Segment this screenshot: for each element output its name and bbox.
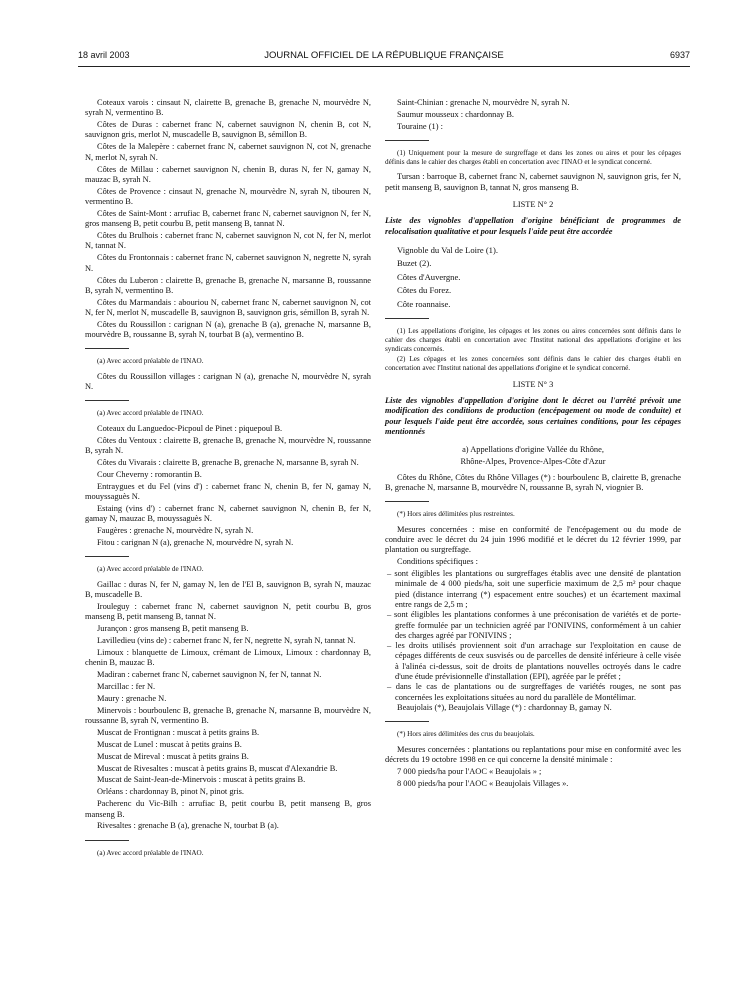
list-item: Buzet (2).	[397, 258, 432, 269]
entry: Muscat de Saint-Jean-de-Minervois : muscat à petits grains B.	[97, 775, 306, 785]
paragraph: Mesures concernées : mise en conformité de l'encépagement ou du mode de conduire avec le décret du 24 juin 1996 modifié et le décret du 12 février 1999, par plantation ou surgreffage.	[385, 524, 681, 555]
list-item: Côtes du Forez.	[397, 285, 452, 296]
entry: Côtes de la Malepère : cabernet franc N, cabernet sauvignon N, cot N, grenache N, merlot N, syrah N.	[85, 142, 371, 162]
header-date: 18 avril 2003	[78, 50, 130, 60]
list-item: Côtes d'Auvergne.	[397, 271, 461, 282]
entry: Estaing (vins d') : cabernet franc N, cabernet sauvignon N, chenin B, fer N, gamay N, mauzac B, mouyssaguès N.	[85, 503, 371, 524]
entry: Entraygues et du Fel (vins d') : cabernet franc N, chenin B, fer N, gamay N, mouyssaguès N.	[85, 481, 371, 501]
list-item: – sont éligibles les plantations conformes à une préconisation de variétés et de porte-greffe formulée par un technicien agréé par l'ONIVINS, conformément à un cahier des charges agréé par l'ONIVINS ;	[387, 610, 681, 640]
footnote: (*) Hors aires délimitées des crus du beaujolais.	[397, 730, 535, 739]
left-block-3	[85, 424, 371, 548]
footnote: (*) Hors aires délimitées plus restreintes.	[397, 510, 515, 519]
footnote: (1) Les appellations d'origine, les cépages et les zones ou aires concernées sont définis dans le cahier des charges établi en concertation avec l'Institut national des appellations d'origine et les syndicats concernés.	[385, 327, 681, 353]
paragraph: 7 000 pieds/ha pour l'AOC « Beaujolais » ;	[397, 766, 542, 776]
header-page-number: 6937	[669, 50, 690, 60]
entry: Côtes du Frontonnais : cabernet franc N, cabernet sauvignon N, negrette N, syrah N.	[85, 253, 371, 273]
footnote: (1) Uniquement pour la mesure de surgreffage et dans les zones ou aires et pour les cépages définis dans le cahier des charges établi en concertation avec l'INAO et le syndicat concerné.	[385, 149, 681, 166]
footnote: (a) Avec accord préalable de l'INAO.	[97, 357, 204, 366]
entry: Rivesaltes : grenache B (a), grenache N, tourbat B (a).	[97, 821, 279, 831]
entry: Limoux : blanquette de Limoux, crémant de Limoux, Limoux : chardonnay B, chenin B, mauzac B.	[85, 647, 371, 668]
entry: Saint-Chinian : grenache N, mourvèdre N, syrah N.	[397, 98, 570, 107]
entry: Saumur mousseux : chardonnay B.	[397, 109, 515, 119]
entry: Côtes de Millau : cabernet sauvignon N, chenin B, duras N, fer N, gamay N, mauzac B, syrah N.	[85, 164, 371, 184]
entry: Gaillac : duras N, fer N, gamay N, len de l'El B, sauvignon B, syrah N, mauzac B, muscadelle B.	[85, 579, 371, 599]
entry: Côtes du Vivarais : clairette B, grenache B, grenache N, marsanne B, syrah N.	[97, 457, 359, 467]
liste-3-title: LISTE N° 3	[512, 380, 554, 390]
entry: Tursan : barroque B, cabernet franc N, cabernet sauvignon N, sauvignon gris, fer N, petit manseng B, sauvignon B, tannat N, gros manseng B.	[385, 172, 681, 192]
entry: Pacherenc du Vic-Bilh : arrufiac B, petit courbu B, petit manseng B, gros manseng B.	[85, 799, 371, 819]
liste-3-heading: Liste des vignobles d'appellation d'origine dont le décret ou l'arrêté prévoit une modification des conditions de production (encépagement ou mode de conduite) et pour lesquels l'aide peut être accordée, sous certaines conditions, pour les cépages mentionnés	[385, 396, 681, 436]
footnote-separator	[85, 840, 129, 841]
entry: Muscat de Lunel : muscat à petits grains B.	[97, 739, 242, 749]
left-block-4	[85, 580, 371, 832]
paragraph: 8 000 pieds/ha pour l'AOC « Beaujolais Villages ».	[397, 778, 569, 788]
entry: Côtes du Roussillon villages : carignan N (a), grenache N, mourvèdre N, syrah N.	[85, 371, 371, 392]
list-item: – les droits utilisés proviennent soit d'un arrachage sur l'exploitation en cause de cépages différents de ceux susvisés ou de parcelles de densité inférieure à celle visée à l'alinéa ci-dessus, soit de droits de plantations nouvelles octroyés dans le cadre d'une étude prévisionnelle d'installation (EPI), agréée par le préfet ;	[387, 641, 681, 681]
entry: Lavilledieu (vins de) : cabernet franc N, fer N, negrette N, syrah N, tannat N.	[97, 635, 356, 645]
entry: Muscat de Mireval : muscat à petits grains B.	[97, 751, 249, 761]
footnote-separator	[385, 501, 429, 502]
footnote: (a) Avec accord préalable de l'INAO.	[97, 409, 204, 418]
entry: Côtes de Duras : cabernet franc N, cabernet sauvignon N, chenin B, cot N, sauvignon gris, merlot N, muscadelle B, sauvignon B, sémillon B.	[85, 120, 371, 140]
entry: Maury : grenache N.	[97, 693, 167, 703]
footnote-separator	[85, 348, 129, 349]
entry: Côtes du Rhône, Côtes du Rhône Villages (*) : bourboulenc B, clairette B, grenache B, grenache N, marsanne B, mourvèdre N, roussanne B, syrah N, viognier B.	[385, 472, 681, 492]
paragraph: Conditions spécifiques :	[397, 557, 478, 567]
entry: Côtes de Saint-Mont : arrufiac B, cabernet franc N, cabernet sauvignon N, fer N, gros manseng B, petit courbu B, petit manseng B, tannat N.	[85, 208, 371, 229]
footnote-separator	[385, 140, 429, 141]
footnote-separator	[85, 400, 129, 401]
entry: Faugères : grenache N, mourvèdre N, syrah N.	[97, 526, 254, 536]
entry: Côtes du Marmandais : abouriou N, cabernet franc N, cabernet sauvignon N, cot N, fer N, merlot N, muscadelle B, sauvignon B, sauvignon gris, sémillon B, syrah N.	[85, 297, 371, 317]
paragraph: Mesures concernées : plantations ou replantations pour mise en conformité avec les décrets du 19 octobre 1998 en ce qui concerne la densité minimale :	[385, 744, 681, 764]
entry: Madiran : cabernet franc N, cabernet sauvignon N, fer N, tannat N.	[97, 670, 322, 679]
footnote: (2) Les cépages et les zones concernées sont définis dans le cahier des charges établi en concertation avec l'Institut national des appellations d'origine et le syndicat concerné.	[385, 355, 681, 372]
entry: Jurançon : gros manseng B, petit manseng B.	[97, 624, 249, 634]
section-subheading: Rhône-Alpes, Provence-Alpes-Côte d'Azur	[460, 456, 606, 466]
list-item: – dans le cas de plantations ou de surgreffages de variétés rouges, ne sont pas concernées les exploitations situées au nord du parallèle de Montélimar.	[387, 682, 681, 702]
entry: Marcillac : fer N.	[97, 681, 156, 691]
entry: Côtes du Brulhois : cabernet franc N, cabernet sauvignon N, cot N, fer N, merlot N, tannat N.	[85, 231, 371, 251]
entry: Muscat de Rivesaltes : muscat à petits grains B, muscat d'Alexandrie B.	[97, 763, 338, 773]
list-item: Côte roannaise.	[397, 298, 451, 309]
entry: Beaujolais (*), Beaujolais Village (*) : chardonnay B, gamay N.	[397, 702, 612, 712]
entry: Irouleguy : cabernet franc N, cabernet sauvignon N, petit courbu B, gros manseng B, petit manseng B, tannat N.	[85, 601, 371, 622]
entry: Touraine (1) :	[397, 121, 443, 131]
page-header	[78, 50, 690, 64]
list-item: – sont éligibles les plantations ou surgreffages établis avec une densité de plantation minimale de 4 000 pieds/ha, soit une superficie maximum de 2,5 m² pour chaque pied (distance interrang (*) espacement entre souches) et un écartement maximal entre rangs de 2,5 m ;	[387, 569, 681, 609]
conditions-list	[385, 569, 681, 703]
entry: Fitou : carignan N (a), grenache N, mourvèdre N, syrah N.	[97, 537, 294, 547]
entry: Coteaux varois : cinsaut N, clairette B, grenache B, grenache N, mourvèdre N, syrah N, vermentino B.	[85, 98, 371, 118]
footnote: (a) Avec accord préalable de l'INAO.	[97, 565, 204, 574]
liste-2-heading: Liste des vignobles d'appellation d'origine bénéficiant de programmes de relocalisation qualitative et pour lesquels l'aide peut être accordée	[385, 216, 681, 236]
entry: Cour Cheverny : romorantin B.	[97, 469, 202, 479]
footnote: (a) Avec accord préalable de l'INAO.	[97, 848, 204, 857]
liste-2-title: LISTE N° 2	[512, 200, 554, 210]
footnote-separator	[85, 556, 129, 557]
entry: Minervois : bourboulenc B, grenache B, grenache N, marsanne B, mourvèdre N, roussanne B, syrah N, vermentino B.	[85, 705, 371, 725]
section-subheading: a) Appellations d'origine Vallée du Rhône,	[462, 444, 604, 454]
entry: Orléans : chardonnay B, pinot N, pinot gris.	[97, 787, 245, 797]
footnote-separator	[385, 318, 429, 319]
left-block-1	[85, 98, 371, 340]
entry: Côtes de Provence : cinsaut N, grenache N, mourvèdre N, syrah N, tibouren N, vermentino B.	[85, 186, 371, 207]
footnote-separator	[385, 721, 429, 722]
header-title: JOURNAL OFFICIEL DE LA RÉPUBLIQUE FRANÇAISE	[264, 50, 504, 61]
entry: Côtes du Roussillon : carignan N (a), grenache B (a), grenache N, marsanne B, mourvèdre B, roussanne B, syrah N, tourbat B (a), vermentino B.	[85, 319, 371, 340]
entry: Coteaux du Languedoc-Picpoul de Pinet : piquepoul B.	[97, 423, 283, 433]
entry: Muscat de Frontignan : muscat à petits grains B.	[97, 727, 260, 737]
left-column	[85, 98, 371, 859]
list-item: Vignoble du Val de Loire (1).	[397, 244, 498, 255]
entry: Côtes du Luberon : clairette B, grenache B, grenache N, marsanne B, roussanne B, syrah N, vermentino B.	[85, 275, 371, 295]
right-column	[385, 98, 681, 791]
header-rule	[78, 66, 690, 67]
entry: Côtes du Ventoux : clairette B, grenache B, grenache N, mourvèdre N, roussanne B, syrah N.	[85, 435, 371, 456]
